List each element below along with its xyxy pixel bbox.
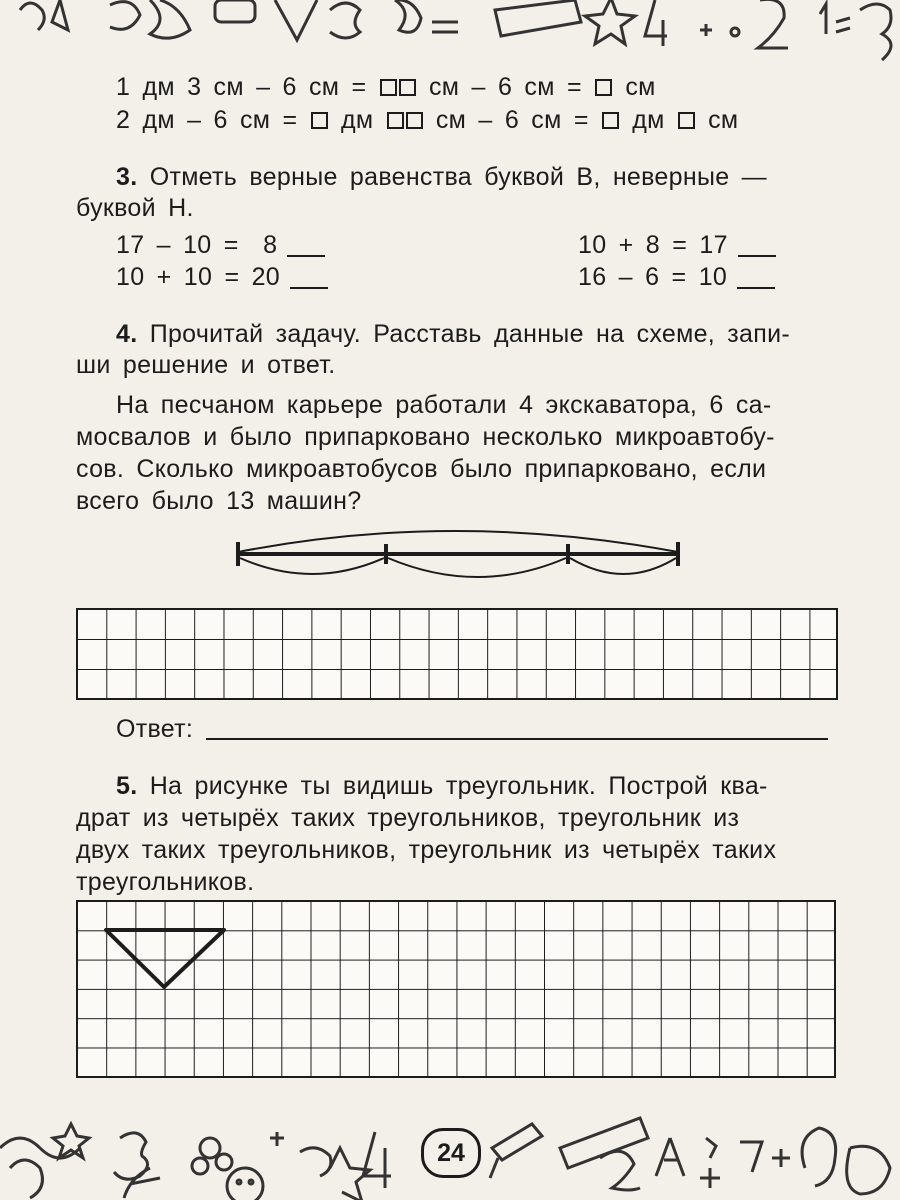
equation-row [578,262,775,292]
unit: см [435,106,467,134]
unit: см [625,73,656,101]
task5-line [76,835,776,865]
answer-line[interactable] [206,738,828,740]
task-text: буквой Н. [76,194,194,222]
expr-part: 6 см [282,73,340,101]
task-text: ши решение и ответ. [76,351,336,379]
equation: 10 + 10 = 20 [116,263,281,291]
operator: – [256,73,271,101]
task-text: Отметь верные равенства буквой В, неверные — [149,163,767,191]
task-text: двух таких треугольников, треугольник из четырёх таких [76,836,777,864]
task5-line [76,803,739,833]
task-text: Прочитай задачу. Расставь данные на схеме, запи- [149,320,790,348]
part-arc [388,558,566,577]
operator: – [187,106,202,134]
answer-blank[interactable] [737,265,775,289]
answer-box[interactable] [399,79,416,96]
total-arc [238,531,678,552]
unit: см [428,73,460,101]
task-number: 4. [116,320,138,348]
expr-part: 6 см [213,106,271,134]
solution-grid[interactable] [76,608,838,700]
problem-text: всего было 13 машин? [76,487,362,515]
equation-row [578,230,776,260]
operator: = [351,73,367,101]
answer-box[interactable] [380,79,397,96]
expr-part: 2 дм [116,106,175,134]
problem-text: На песчаном карьере работали 4 экскаватора, 6 са- [116,391,772,419]
operator: – [478,106,493,134]
task5-heading [116,771,768,801]
answer-box[interactable] [387,112,404,129]
task-text: драт из четырёх таких треугольников, треугольник из [76,804,740,832]
answer-box[interactable] [406,112,423,129]
page-number: 24 [421,1128,481,1178]
problem-text: сов. Сколько микроавтобусов было припарковано, если [76,455,767,483]
task-text: На рисунке ты видишь треугольник. Построй ква- [149,772,768,800]
top-doodle-border [0,0,900,62]
problem-line [116,390,772,420]
operator: = [573,106,589,134]
answer-blank[interactable] [738,233,776,257]
answer-blank[interactable] [290,265,328,289]
task-number: 5. [116,772,138,800]
task4-heading [116,319,790,349]
task-text: треугольников. [76,868,255,896]
part-arc [240,558,384,574]
task2-line2 [116,105,738,135]
answer-label: Ответ: [116,715,194,743]
unit: см [708,106,739,134]
answer-box[interactable] [602,112,619,129]
answer-row [116,714,193,744]
task2-line1 [116,72,656,102]
operator: – [471,73,486,101]
triangle-figure [100,924,232,994]
equation: 17 – 10 = 8 [116,231,278,259]
triangle-shape [106,930,224,987]
answer-box[interactable] [595,79,612,96]
equation-row [116,262,328,292]
problem-text: мосвалов и было припарковано несколько микроавтобу- [76,423,775,451]
unit: дм [340,106,374,134]
answer-box[interactable] [678,112,695,129]
equation-row [116,230,325,260]
equation: 16 – 6 = 10 [578,263,728,291]
operator: = [282,106,298,134]
task4-heading-cont [76,350,335,380]
problem-line [76,454,766,484]
answer-box[interactable] [311,112,328,129]
problem-line [76,486,361,516]
task5-line [76,867,254,897]
equation: 10 + 8 = 17 [578,231,728,259]
problem-line [76,422,775,452]
answer-blank[interactable] [287,233,325,257]
part-arc [570,558,676,574]
operator: = [566,73,582,101]
unit: дм [632,106,665,134]
task-number: 3. [116,163,138,191]
task3-heading-cont [76,193,194,223]
expr-part: 6 см [497,73,555,101]
expr-part: 1 дм 3 см [116,73,244,101]
expr-part: 6 см [504,106,562,134]
segment-scheme [228,524,688,590]
task3-heading [116,162,767,192]
